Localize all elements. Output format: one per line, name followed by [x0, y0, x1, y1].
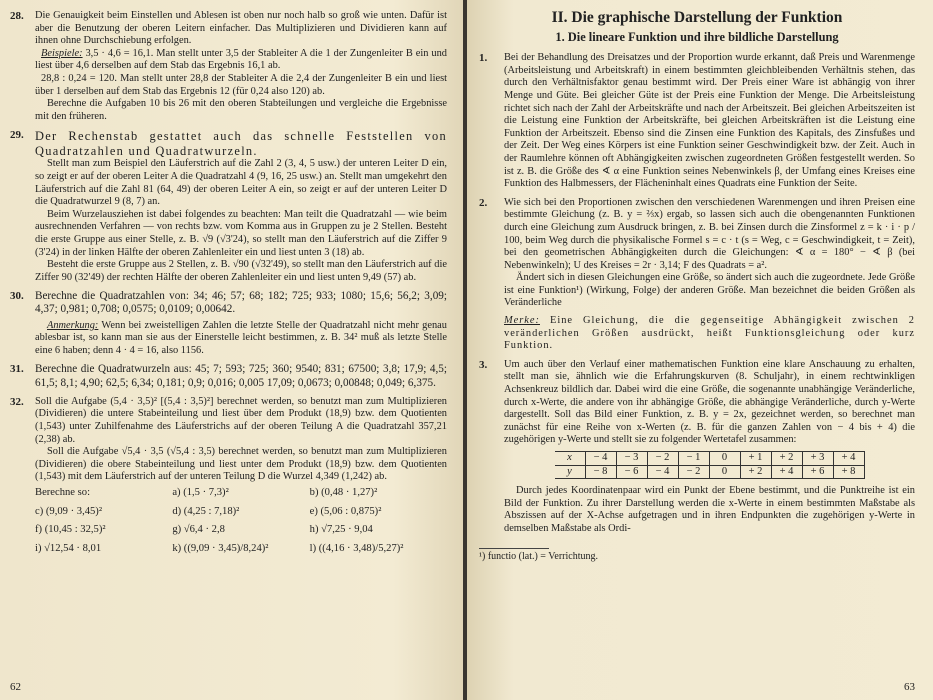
table-cell: − 3	[616, 452, 647, 466]
paragraph: Besteht die erste Gruppe aus 2 Stellen, z. B. √90 (√32'49), so stellt man den Läuferstrich auf die Ziffer 90 (32'49) der rechten Hälfte der oberen Zahlenleiter ein und liest unten 9,49 (57) ab.	[35, 259, 447, 283]
item-3	[479, 359, 915, 536]
left-page	[0, 0, 463, 700]
exercise-grid	[35, 487, 447, 555]
item-number: 2.	[479, 196, 488, 209]
note-label: Anmerkung:	[47, 319, 99, 331]
merke	[504, 315, 915, 353]
item-31	[10, 363, 447, 389]
table-cell: + 4	[833, 452, 864, 466]
paragraph: Beim Wurzelausziehen ist dabei folgendes zu beachten: Man teilt die Quadratzahl — wie beim ausrechnenden Verfahren — von rechts bzw. vom Komma aus in Gruppen zu je 2 Stellen. Besteht die erste Gruppe aus einer Stelle, z. B. √9 (√3'24), so stellt man den Läuferstrich auf die Ziffer 9 (3'24) in der linken Hälfte der oberen Zahlenleiter ein und liest unten 3 (18) ab.	[35, 208, 447, 258]
section-title: 1. Die lineare Funktion und ihre bildliche Darstellung	[555, 29, 839, 44]
page-number: 62	[10, 681, 21, 694]
item-number: 29.	[10, 129, 24, 142]
value-table	[555, 451, 865, 479]
example-1-text: 3,5 · 4,6 = 16,1. Man stellt unter 3,5 der Stableiter A die 1 der Zungenleiter B ein und liest über 4,6 derselben auf dem Stab das Ergebnis 16,1 ab.	[35, 47, 447, 72]
table-cell: − 1	[678, 452, 709, 466]
exercise: i) √12,54 · 8,01	[35, 542, 102, 554]
item-number: 28.	[10, 10, 24, 22]
paragraph: Ändert sich in diesen Gleichungen eine Größe, so ändert sich auch die zugeordnete. Jede Größe ist eine Funktion¹) (Wirkung, Folge) der anderen Größe. Man bezeichnet die beiden Größen als Veränderliche	[504, 272, 915, 309]
paragraph: Um auch über den Verlauf einer mathematischen Funktion eine klare Anschauung zu erhalten, stellt man sie, ähnlich wie die Erfahrungskurven (8. Schuljahr), in einem rechtwinkligen Achsenkreuz bildlich dar. Dabei wird die eine Größe, die sogenannte unabhängige Veränderliche, durch x-Werte, die andere von ihr abhängige Größe, die abhängige Veränderliche, durch y-Werte dargestellt. Soll das Bild einer Funktion, z. B. y = 2x, gezeichnet werden, so berechnet man zunächst für eine Reihe von x-Werten (z. B. für die ganzen Zahlen von − 4 bis + 4) die zugehörigen y-Werte und stellt sie zu folgender Wertetafel zusammen:	[504, 358, 915, 446]
table-header-y: y	[555, 465, 586, 479]
note-text: Wenn bei zweistelligen Zahlen die letzte Stelle der Quadratzahl nicht mehr genau ablesbar ist, so kann man sie aus der Einerstelle leicht bestimmen, z. B. 34² muß als letzte Stelle eine 6 haben; denn 4 · 4 = 16, also 1156.	[35, 319, 447, 356]
item-2	[479, 197, 915, 353]
exercise: d) (4,25 : 7,18)²	[172, 505, 240, 517]
item-number: 32.	[10, 395, 24, 408]
task-text: Berechne die Aufgaben 10 bis 26 mit den oberen Stabteilungen und vergleiche die Ergebnisse mit den früheren.	[35, 98, 447, 122]
table-cell: − 2	[647, 452, 678, 466]
footnote-rule	[479, 548, 549, 549]
table-header-x: x	[555, 452, 586, 466]
item-text: Berechne die Quadratzahlen von: 34; 46; 57; 68; 182; 725; 933; 1080; 15,6; 56,2; 3,09; 4,37; 0,981; 0,708; 0,0575; 0,0109; 0,00642.	[35, 290, 447, 316]
table-cell: − 6	[616, 465, 647, 479]
chapter-title: II. Die graphische Darstellung der Funktion	[551, 9, 843, 26]
table-cell: − 8	[585, 465, 616, 479]
table-cell: + 3	[802, 452, 833, 466]
note	[35, 320, 447, 358]
item-28	[10, 10, 447, 123]
paragraph: Wie sich bei den Proportionen zwischen den verschiedenen Warenmengen und ihren Preisen eine bestimmte Gleichung (z. B. y = ⅔x) ergab, so lassen sich auch die obengenannten Funktionen durch eine Gleichung zum Ausdruck bringen, z. B. bei Zinsen durch die Zinsformel z = k · i · p / 100, beim Weg durch die physikalische Formel s = c · t (s = Weg, c = Geschwindigkeit, t = Zeit), bei den geometrischen Abhängigkeiten durch die Gleichungen: ∢ α = 180° − ∢ β (bei Nebenwinkeln); U des Kreises = 2r · 3,14; F des Quadrats = a².	[504, 196, 915, 271]
item-1	[479, 52, 915, 191]
item-text: Die Genauigkeit beim Einstellen und Ablesen ist oben nur noch halb so groß wie unten. Dafür ist aber die Benutzung der oberen Leitern einfacher. Das Multiplizieren und Dividieren kann auf ihnen ohne Durchschiebung erfolgen.	[35, 10, 447, 47]
table-cell: 0	[709, 465, 740, 479]
table-cell: + 1	[740, 452, 771, 466]
item-title: Der Rechenstab gestattet auch das schnelle Feststellen von Quadratzahlen und Quadratwurzeln.	[35, 129, 447, 158]
item-text: Bei der Behandlung des Dreisatzes und der Proportion wurde erkannt, daß Preis und Warenmenge (Arbeitsleistung und Arbeitskraft) in einem bestimmten gleichbleibenden Verhältnis stehen, das durch den Verhältnisfaktor genau bestimmt wird. Der Preis einer Ware ist abhängig von ihrer Menge und Güte. Bei gleicher Güte ist der Preis eine Funktion der Menge. Die Arbeitsleistung richtet sich nach der Zahl der Arbeitskräfte und nach der Arbeitszeit. Bei gleichen Arbeitszeiten ist die Leistung eine Funktion der Arbeitskräfte, bei gleichen Arbeitskräften ist die Leistung eine Funktion der Arbeitszeit. Ebenso sind die Zinsen eine Funktion des Kapitals, des Zinsfußes und der Zeit. Der Weg eines Körpers ist eine Funktion seiner Geschwindigkeit bzw. der Zeit. Auch in der Raumlehre können oft Abhängigkeiten zwischen zugeordneten Größen festgestellt werden. So ist z. B. die Größe des ∢ α eine Funktion seines Nebenwinkels β, der Umfang eines Kreises eine Funktion des Halbmessers, der Flächeninhalt eines Quadrats eine Funktion der Seite.	[504, 52, 915, 190]
item-number: 3.	[479, 358, 488, 371]
item-32	[10, 396, 447, 556]
table-cell: + 4	[771, 465, 802, 479]
item-29	[10, 129, 447, 284]
table-row-x	[555, 452, 865, 466]
merke-label: Merke:	[504, 315, 540, 327]
exercise: c) (9,09 · 3,45)²	[35, 505, 103, 517]
table-cell: + 2	[771, 452, 802, 466]
item-number: 30.	[10, 290, 24, 303]
exercise: e) (5,06 : 0,875)²	[309, 505, 382, 517]
example-2: 28,8 : 0,24 = 120. Man stellt unter 28,8 der Stableiter A die 2,4 der Zungenleiter B ein und liest über 1 derselben auf dem Stab das Ergebnis 12 (für 0,24 also 120) ab.	[35, 72, 447, 97]
table-cell: + 2	[740, 465, 771, 479]
exercise: l) ((4,16 · 3,48)/5,27)²	[309, 542, 404, 554]
table-cell: 0	[709, 452, 740, 466]
item-number: 1.	[479, 52, 488, 65]
table-cell: + 8	[833, 465, 864, 479]
paragraph: Soll die Aufgabe √5,4 · 3,5 (√5,4 : 3,5) berechnet werden, so benutzt man zum Multiplizieren (Dividieren) die obere Stabeinteilung und liest unter dem Produkt (18,9) bzw. dem Quotienten (1,543) mit dem Läuferstrich auf der unteren Teilung D die Wurzel 4,349 (1,242) ab.	[35, 446, 447, 483]
item-number: 31.	[10, 363, 24, 376]
table-cell: − 2	[678, 465, 709, 479]
footnote: ¹) functio (lat.) = Verrichtung.	[479, 550, 598, 562]
exercise: b) (0,48 · 1,27)²	[309, 487, 378, 499]
exercise: k) ((9,09 · 3,45)/8,24)²	[172, 542, 269, 554]
merke-text: Eine Gleichung, die die gegenseitige Abhängigkeit zwischen 2 veränderlichen Größen ausdrückt, heißt Funktionsgleichung oder kurz Funktion.	[504, 315, 915, 352]
table-cell: + 6	[802, 465, 833, 479]
page-number: 63	[904, 681, 915, 694]
berechne-label: Berechne so:	[35, 487, 91, 499]
right-page	[467, 0, 933, 700]
item-text: Berechne die Quadratwurzeln aus: 45; 7; 593; 725; 360; 9540; 831; 67500; 3,8; 17,9; 4,5; 61,5; 8,1; 4,90; 62,5; 6,34; 0,181; 0,9; 0,016; 0,005 17,09; 0,0673; 0,00848; 0,049; 6,375.	[35, 363, 447, 389]
table-cell: − 4	[647, 465, 678, 479]
exercise: a) (1,5 · 7,3)²	[172, 487, 229, 499]
table-cell: − 4	[585, 452, 616, 466]
paragraph: Stellt man zum Beispiel den Läuferstrich auf die Zahl 2 (3, 4, 5 usw.) der unteren Leiter D ein, so zeigt er auf der oberen Leiter A die Quadratzahl 4 (9, 16, 25 usw.) an. Stellt man umgekehrt den Läuferstrich auf die Zahl 81 (64, 49) der oberen Leiter A ein, so zeigt er auf der unteren Leiter D die Quadratwurzel 9 (8, 7) an.	[35, 158, 447, 208]
paragraph: Soll die Aufgabe (5,4 · 3,5)² [(5,4 : 3,5)²] berechnet werden, so benutzt man zum Multiplizieren (Dividieren) die untere Stabeinteilung und liest über dem Produkt (18,9) bzw. dem Quotienten (1,543) unter Zuhilfenahme des Läuferstrichs auf der oberen Teilung A die Quadratzahl 357,21 (2,38) ab.	[35, 395, 447, 445]
exercise: g) √6,4 · 2,8	[172, 524, 225, 536]
table-row-y	[555, 465, 865, 479]
exercise: h) √7,25 · 9,04	[309, 524, 373, 536]
exercise: f) (10,45 : 32,5)²	[35, 524, 106, 536]
example-1	[35, 48, 447, 73]
example-label: Beispiele:	[41, 47, 83, 59]
item-30	[10, 290, 447, 357]
paragraph: Durch jedes Koordinatenpaar wird ein Punkt der Ebene bestimmt, und die Punktreihe ist ein Bild der Funktion. Zu ihrer Darstellung werden die x-Werte in einem bestimmten Maßstabe als Abszissen auf der X-Achse aufgetragen und in ihren Endpunkten die zugehörigen y-Werte in demselben Maßstabe als Ordi-	[504, 485, 915, 534]
